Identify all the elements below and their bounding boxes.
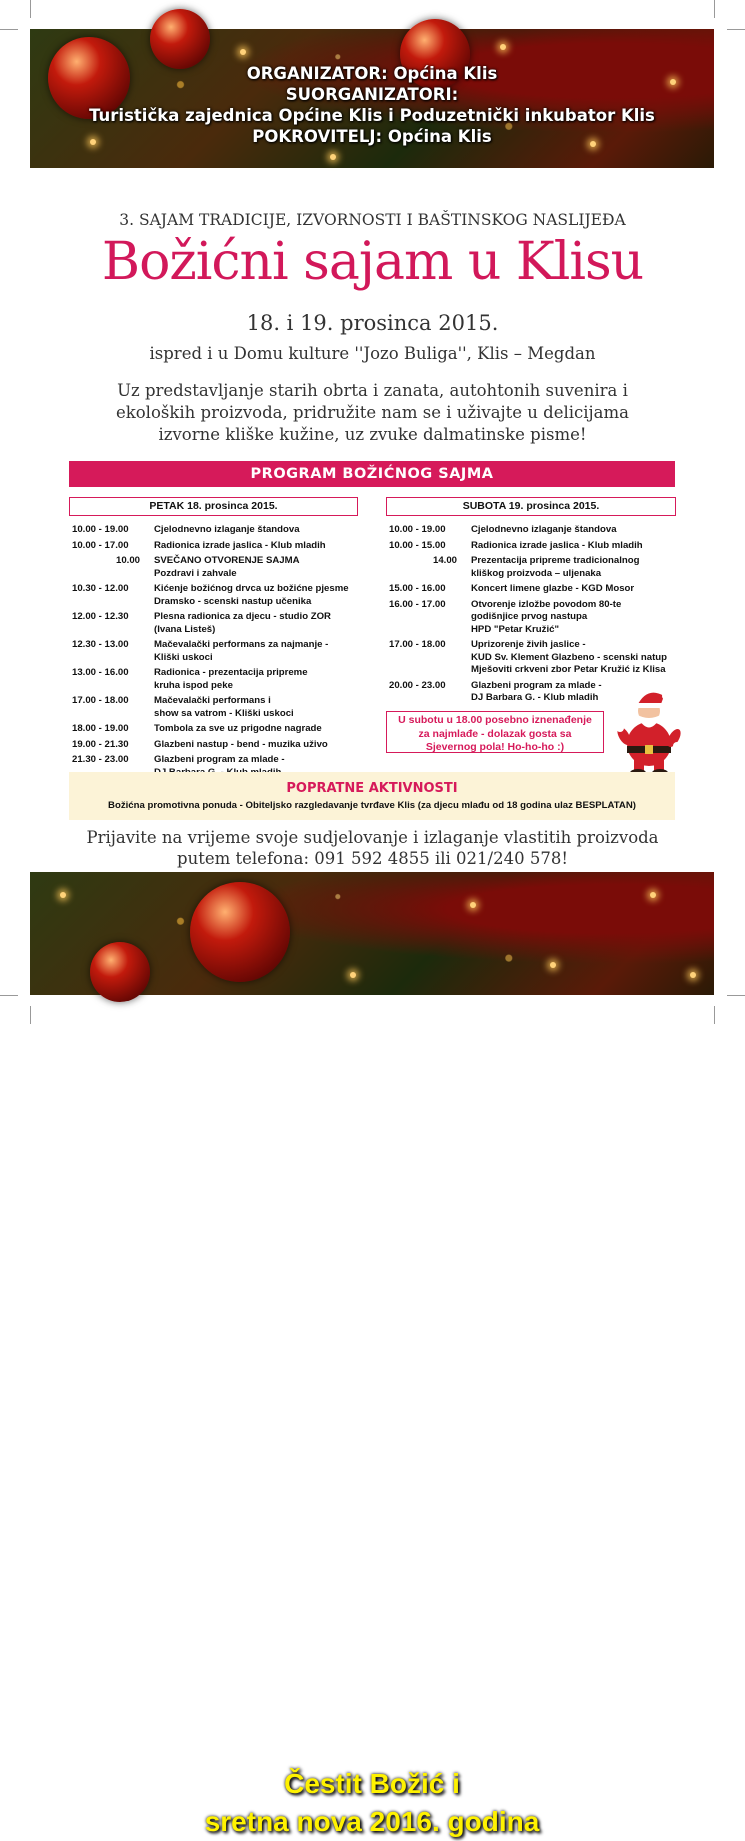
schedule-time: 12.00 - 12.30 (72, 611, 129, 622)
schedule-description-line: godišnjice prvog nastupa (471, 611, 588, 622)
schedule-row (72, 611, 372, 636)
schedule-time: 12.30 - 13.00 (72, 639, 129, 650)
schedule-description-line: Mačevalački performans za najmanje - (154, 639, 329, 650)
crop-mark (714, 1006, 715, 1024)
organizer-line: ORGANIZATOR: Općina Klis (246, 64, 498, 83)
ornament-ball (190, 882, 290, 982)
schedule-time: 10.00 - 17.00 (72, 539, 129, 551)
holiday-greeting (30, 1765, 714, 1841)
co-organizers-label: SUORGANIZATORI: (285, 85, 459, 104)
schedule-row (72, 540, 372, 553)
schedule-description-line: HPD "Petar Kružić" (471, 623, 560, 635)
crop-mark (727, 995, 745, 996)
crop-mark (0, 29, 18, 30)
schedule-description-line: Uprizorenje živih jaslice - (471, 639, 586, 650)
string-light (500, 44, 506, 50)
support-activities (69, 772, 675, 820)
ornament-ball (150, 9, 210, 69)
string-light (60, 892, 66, 898)
surprise-line: U subotu u 18.00 posebno iznenađenje (398, 714, 592, 726)
schedule-time: 10.00 (115, 555, 140, 566)
schedule-row (72, 695, 372, 720)
schedule-description-line: kliškog proizvoda – uljenaka (471, 567, 602, 579)
surprise-note (386, 711, 604, 753)
event-dates: 18. i 19. prosinca 2015. (246, 311, 499, 335)
program-heading: PROGRAM BOŽIĆNOG SAJMA (69, 461, 675, 487)
event-subtitle: 3. SAJAM TRADICIJE, IZVORNOSTI I BAŠTINSKOG NASLIJEĐA (119, 211, 626, 229)
registration-info (0, 827, 745, 869)
schedule-time: 10.00 - 15.00 (389, 539, 446, 551)
schedule-row (72, 583, 372, 608)
schedule-description-line: Tombola za sve uz prigodne nagrade (154, 723, 322, 734)
string-light (690, 972, 696, 978)
crop-mark (30, 0, 31, 18)
support-title: POPRATNE AKTIVNOSTI (286, 781, 458, 796)
schedule-row (389, 599, 689, 637)
schedule-description-line: Glazbeni program za mlade - (471, 679, 602, 691)
crop-mark (0, 995, 18, 996)
schedule-description-line: Plesna radionica za djecu - studio ZOR (154, 611, 331, 622)
schedule-description-line: show sa vatrom - Kliški uskoci (154, 707, 294, 719)
schedule-description-line: Kićenje božićnog drvca uz božićne pjesme (154, 583, 349, 594)
string-light (650, 892, 656, 898)
organizer-banner (30, 29, 714, 168)
surprise-line: za najmlađe - dolazak gosta sa (418, 727, 572, 740)
schedule-row (72, 555, 372, 580)
schedule-description (154, 540, 326, 553)
schedule-description-line: Cjelodnevno izlaganje štandova (154, 524, 300, 535)
schedule-description (154, 667, 308, 692)
string-light (240, 49, 246, 55)
schedule-time: 13.00 - 16.00 (72, 667, 129, 678)
registration-phone: putem telefona: 091 592 4855 ili 021/240 578! (177, 849, 568, 868)
schedule-description-line: KUD Sv. Klement Glazbeno - scenski natup (471, 651, 668, 663)
crop-mark (714, 0, 715, 18)
schedule-time: 14.00 (432, 555, 457, 566)
schedule-description-line: Radionica izrade jaslica - Klub mladih (471, 539, 643, 551)
schedule-description-line: Pozdravi i zahvale (154, 567, 237, 579)
schedule-time: 19.00 - 21.30 (72, 738, 129, 750)
schedule-description (154, 611, 331, 636)
schedule-description-line: Glazbeni nastup - bend - muzika uživo (154, 738, 328, 750)
ornament-ball (90, 942, 150, 1002)
schedule-description-line: Radionica izrade jaslica - Klub mladih (154, 539, 326, 551)
schedule-description (154, 524, 300, 537)
organizer-text (30, 63, 714, 147)
sponsor-line: POKROVITELJ: Općina Klis (252, 127, 492, 146)
schedule-description-line: Mačevalački performans i (154, 695, 271, 706)
schedule-time: 17.00 - 18.00 (72, 695, 129, 706)
string-light (550, 962, 556, 968)
schedule-row (389, 639, 689, 677)
schedule-time: 10.00 - 19.00 (389, 524, 446, 535)
schedule-description-line: (Ivana Listeš) (154, 623, 216, 635)
schedule-description (154, 695, 294, 720)
schedule-description (154, 555, 300, 580)
schedule-description-line: Glazbeni program za mlade - (154, 754, 285, 765)
schedule-description (154, 723, 322, 736)
schedule-description (471, 540, 643, 553)
schedule-row (72, 524, 372, 537)
greeting-banner (30, 872, 714, 1837)
intro-line: izvorne kliške kužine, uz zvuke dalmatinske pisme! (158, 425, 587, 444)
co-organizers-line: Turistička zajednica Općine Klis i Poduzetnički inkubator Klis (89, 106, 655, 125)
day-heading-saturday: SUBOTA 19. prosinca 2015. (386, 497, 676, 516)
schedule-description (471, 555, 639, 580)
string-light (470, 902, 476, 908)
schedule-row (389, 555, 689, 580)
schedule-description (154, 739, 328, 752)
schedule-description (471, 599, 621, 637)
support-text: Božićna promotivna ponuda - Obiteljsko razgledavanje tvrđave Klis (za djecu mlađu od 18 godina ulaz BESPLATAN) (108, 800, 636, 811)
schedule-description (154, 583, 349, 608)
schedule-row (72, 739, 372, 752)
string-light (350, 972, 356, 978)
day-heading-friday: PETAK 18. prosinca 2015. (69, 497, 358, 516)
crop-mark (727, 29, 745, 30)
schedule-description-line: Mješoviti crkveni zbor Petar Kružić iz Klisa (471, 664, 666, 675)
schedule-time: 17.00 - 18.00 (389, 639, 446, 650)
schedule-description-line: Prezentacija pripreme tradicionalnog (471, 555, 640, 566)
registration-line: Prijavite na vrijeme svoje sudjelovanje i izlaganje vlastitih proizvoda (86, 828, 659, 847)
schedule-time: 10.30 - 12.00 (72, 583, 129, 594)
schedule-time: 16.00 - 17.00 (389, 598, 446, 610)
schedule-description (471, 524, 617, 537)
santa-illustration (614, 686, 684, 778)
event-location: ispred i u Domu kulture ''Jozo Buliga'', Klis – Megdan (149, 344, 596, 363)
schedule-time: 10.00 - 19.00 (72, 524, 129, 535)
intro-line: ekoloških proizvoda, pridružite nam se i uživajte u delicijama (115, 403, 629, 422)
schedule-description-line: DJ Barbara G. - Klub mladih (471, 692, 599, 703)
string-light (330, 154, 336, 160)
schedule-description-line: Dramsko - scenski nastup učenika (154, 595, 312, 607)
schedule-row (389, 583, 689, 596)
schedule-time: 20.00 - 23.00 (389, 679, 446, 691)
schedule-description-line: Radionica - prezentacija pripreme (154, 667, 308, 678)
friday-schedule (72, 524, 372, 782)
schedule-description-line: Otvorenje izložbe povodom 80-te (471, 598, 622, 610)
event-title: Božićni sajam u Klisu (101, 232, 644, 292)
schedule-description-line: Kliški uskoci (154, 651, 213, 663)
schedule-description (471, 639, 667, 677)
schedule-description-line: Cjelodnevno izlaganje štandova (471, 524, 617, 535)
surprise-line: Sjevernog pola! Ho-ho-ho :) (425, 741, 565, 753)
greeting-line: Čestit Božić i (284, 1768, 460, 1799)
saturday-schedule (389, 524, 689, 708)
schedule-time: 18.00 - 19.00 (72, 723, 129, 734)
schedule-row (72, 667, 372, 692)
schedule-row (389, 540, 689, 553)
schedule-row (72, 723, 372, 736)
greeting-line: sretna nova 2016. godina (204, 1806, 540, 1837)
event-intro (0, 380, 745, 446)
intro-line: Uz predstavljanje starih obrta i zanata, autohtonih suvenira i (117, 381, 628, 400)
schedule-description-line: Koncert limene glazbe - KGD Mosor (471, 583, 635, 594)
schedule-description (471, 583, 634, 596)
schedule-description (154, 639, 328, 664)
crop-mark (30, 1006, 31, 1024)
schedule-description (471, 680, 602, 705)
schedule-description-line: kruha ispod peke (154, 679, 233, 691)
schedule-row (72, 639, 372, 664)
schedule-time: 15.00 - 16.00 (389, 583, 446, 594)
schedule-time: 21.30 - 23.00 (72, 754, 129, 765)
schedule-row (389, 524, 689, 537)
schedule-description-line: SVEČANO OTVORENJE SAJMA (154, 555, 300, 566)
